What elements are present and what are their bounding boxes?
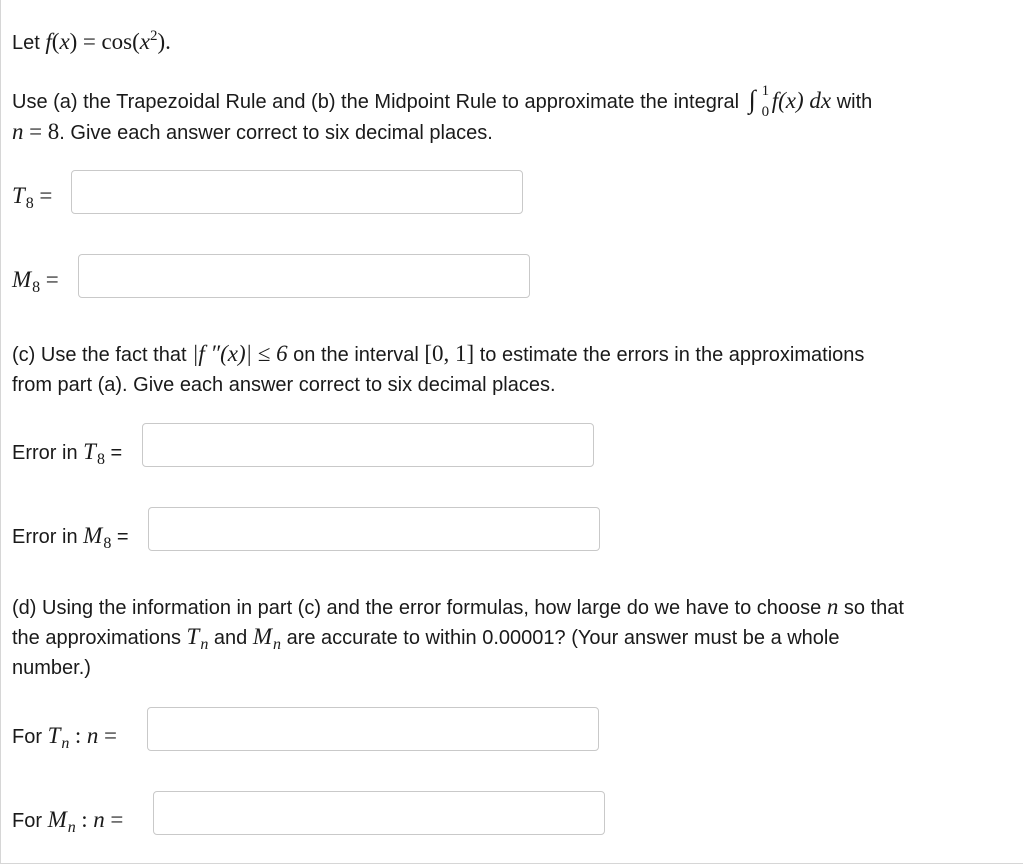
t8-answer-input[interactable] [71,170,523,214]
error-t8-label: Error in $T_8$ = [12,439,123,468]
function-definition: Let $f(x) = \cos(x^2)$. [12,28,171,54]
for-mn-input[interactable] [153,791,605,835]
for-mn-label: For $M_n$ : n = [12,807,124,836]
error-m8-label: Error in $M_8$ = [12,523,129,552]
error-m8-input[interactable] [148,507,600,551]
error-t8-input[interactable] [142,423,594,467]
part-c-line-1: (c) Use the fact that |f ″(x)| ≤ 6 on the interval [0, 1] to estimate the errors in the approximations [12,341,865,366]
part-c-line-2: from part (a). Give each answer correct to six decimal places. [12,374,556,396]
m8-label: $M_8$ = [12,267,59,296]
for-tn-input[interactable] [147,707,599,751]
part-d-line-1: (d) Using the information in part (c) and the error formulas, how large do we have to choose n so that [12,594,904,619]
intro-line-1: Use (a) the Trapezoidal Rule and (b) the Midpoint Rule to approximate the integral ∫ 1 0 f(x) dx with [12,83,873,120]
let-text: Let [12,32,40,54]
m8-answer-input[interactable] [78,254,530,298]
t8-label: $T_8$ = [12,183,53,212]
for-tn-label: For $T_n$ : n = [12,723,117,752]
part-d-line-3: number.) [12,657,91,679]
part-d-line-2: the approximations $T_n$ and $M_n$ are accurate to within 0.00001? (Your answer must be a whole [12,624,840,653]
intro-line-2: n = 8. Give each answer correct to six decimal places. [12,119,493,144]
integral-expression: ∫ 1 0 [748,83,770,120]
